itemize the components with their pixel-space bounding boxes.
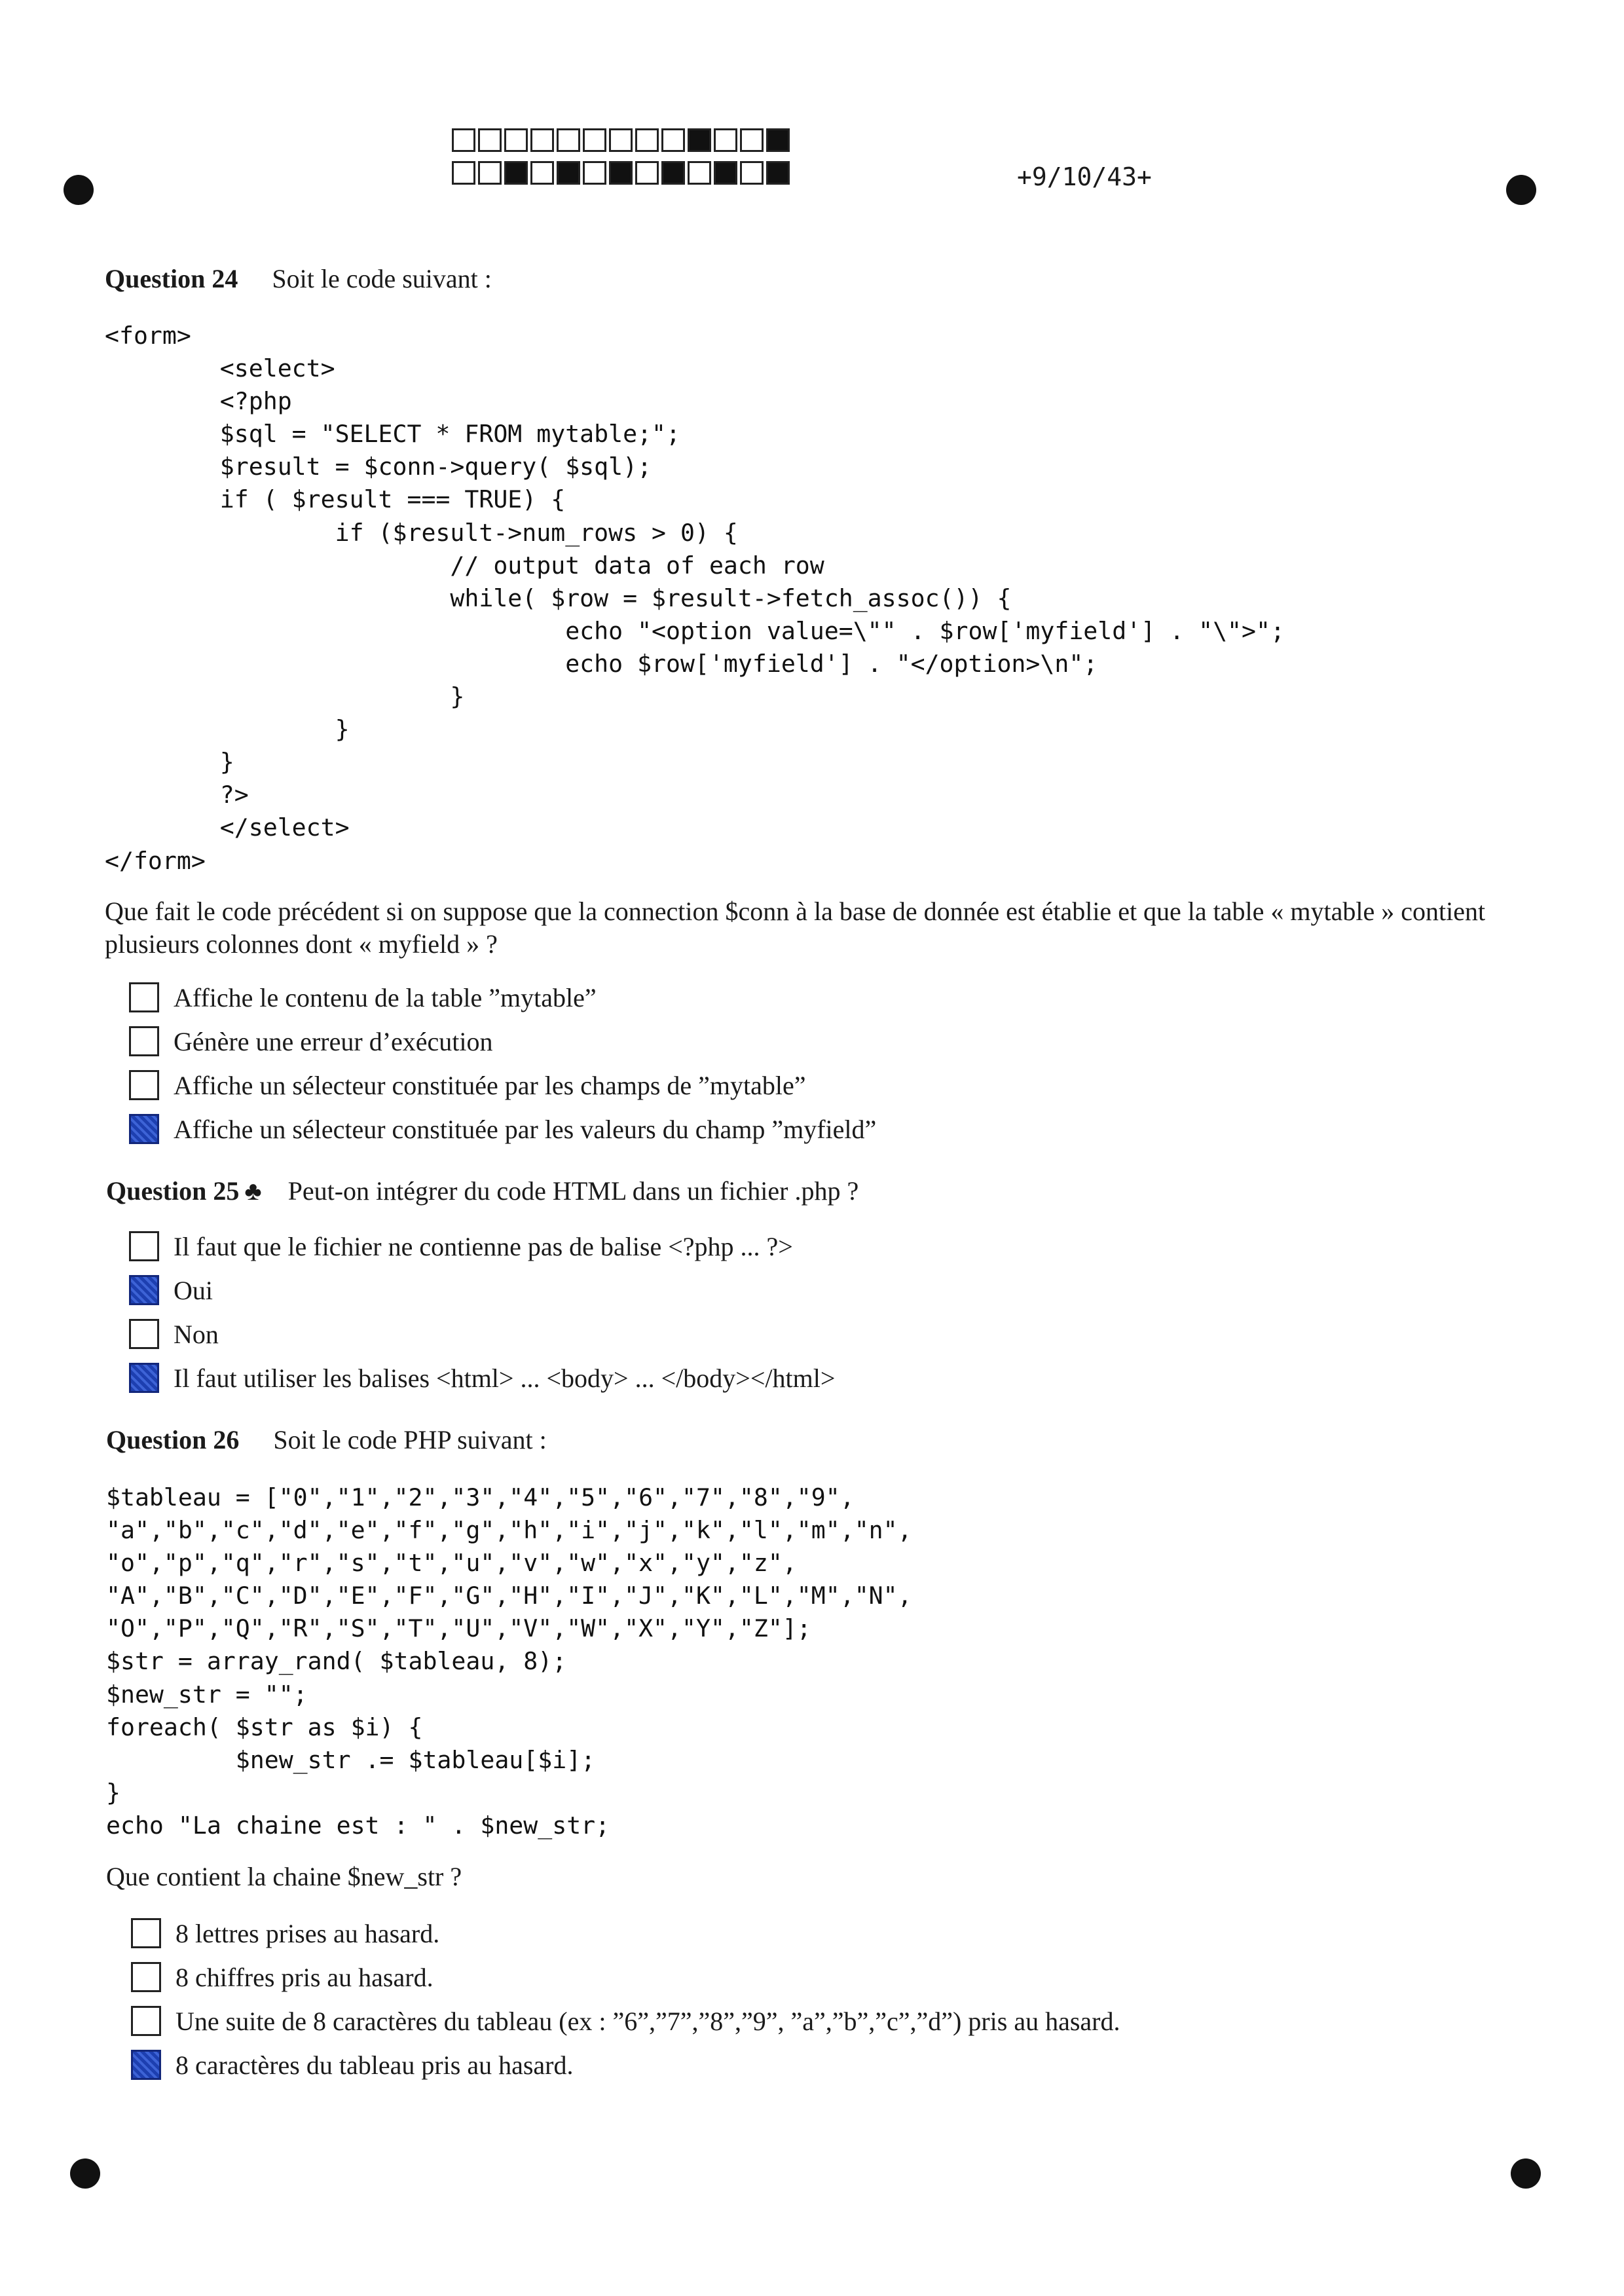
barcode-cell xyxy=(635,128,659,152)
code-line: $result = $conn->query( $sql); xyxy=(105,453,652,481)
answer-label: Génère une erreur d’exécution xyxy=(174,1026,493,1056)
club-icon: ♣ xyxy=(244,1176,262,1206)
answer-option[interactable] xyxy=(129,1024,493,1058)
checked-checkbox[interactable] xyxy=(131,2050,161,2080)
question-title: Peut-on intégrer du code HTML dans un fichier .php ? xyxy=(287,1176,859,1206)
question-number: Question 24 xyxy=(105,264,238,293)
answer-label: 8 chiffres pris au hasard. xyxy=(175,1962,434,1992)
code-line: $new_str .= $tableau[$i]; xyxy=(106,1745,596,1774)
checkbox[interactable] xyxy=(131,2006,161,2036)
checked-checkbox[interactable] xyxy=(129,1363,159,1393)
barcode-cell xyxy=(766,128,790,152)
barcode-cell xyxy=(609,161,633,185)
checkbox[interactable] xyxy=(131,1962,161,1992)
checked-checkbox[interactable] xyxy=(129,1114,159,1144)
barcode-cell xyxy=(504,161,528,185)
code-line: </form> xyxy=(105,846,206,875)
barcode-cell xyxy=(661,128,685,152)
answer-option[interactable] xyxy=(129,980,597,1014)
code-line: ?> xyxy=(105,781,249,809)
checked-checkbox[interactable] xyxy=(129,1275,159,1305)
registration-mark-top-right xyxy=(1506,175,1536,205)
barcode-cell xyxy=(530,128,554,152)
code-line: echo "La chaine est : " . $new_str; xyxy=(106,1811,610,1840)
code-line: $str = array_rand( $tableau, 8); xyxy=(106,1647,567,1676)
code-line: while( $row = $result->fetch_assoc()) { xyxy=(105,583,1012,612)
code-line: echo $row['myfield'] . "</option>\n"; xyxy=(105,649,1098,678)
barcode-cell xyxy=(530,161,554,185)
code-line: "O","P","Q","R","S","T","U","V","W","X","Y","Z"]; xyxy=(106,1614,811,1643)
answer-option[interactable] xyxy=(131,1960,434,1994)
code-line: "a","b","c","d","e","f","g","h","i","j","k","l","m","n", xyxy=(106,1516,912,1545)
question-number: Question 26 xyxy=(106,1425,240,1454)
barcode-cell xyxy=(740,161,764,185)
question-24-text: Que fait le code précédent si on suppose que la connection $conn à la base de donnée est établie et que la table « mytable » contient plusieurs colonnes dont « myfield » ? xyxy=(105,897,1486,959)
code-line: if ($result->num_rows > 0) { xyxy=(105,518,738,547)
question-number: Question 25 xyxy=(106,1176,240,1206)
registration-mark-bottom-right xyxy=(1511,2158,1541,2189)
answer-label: Une suite de 8 caractères du tableau (ex : ”6”,”7”,”8”,”9”, ”a”,”b”,”c”,”d”) pris au hasard. xyxy=(175,2006,1120,2036)
checkbox[interactable] xyxy=(129,1231,159,1261)
code-line: } xyxy=(105,715,350,744)
answer-label: Affiche un sélecteur constituée par les champs de ”mytable” xyxy=(174,1070,806,1100)
barcode-cell xyxy=(714,161,737,185)
barcode-cell xyxy=(714,128,737,152)
code-block-q24 xyxy=(105,320,1285,878)
answer-label: Il faut utiliser les balises <html> ... <body> ... </body></html> xyxy=(174,1363,836,1393)
barcode-cell xyxy=(740,128,764,152)
barcode-bottom-row xyxy=(452,161,792,185)
code-line: } xyxy=(105,682,465,711)
barcode-cell xyxy=(688,161,711,185)
answer-label: Affiche le contenu de la table ”mytable” xyxy=(174,982,597,1012)
checkbox[interactable] xyxy=(129,1070,159,1100)
answer-option[interactable] xyxy=(129,1317,219,1351)
answer-label: 8 lettres prises au hasard. xyxy=(175,1918,440,1948)
code-line: } xyxy=(106,1778,120,1807)
checkbox[interactable] xyxy=(131,1918,161,1948)
code-line: $tableau = ["0","1","2","3","4","5","6","7","8","9", xyxy=(106,1483,855,1511)
code-line: </select> xyxy=(105,813,350,842)
answer-option[interactable] xyxy=(129,1112,876,1146)
barcode-cell xyxy=(452,161,475,185)
barcode-cell xyxy=(609,128,633,152)
code-line: } xyxy=(105,748,234,777)
barcode-cell xyxy=(557,128,580,152)
barcode-cell xyxy=(478,128,502,152)
checkbox[interactable] xyxy=(129,1026,159,1056)
code-block-q26 xyxy=(106,1481,912,1842)
barcode-cell xyxy=(583,161,606,185)
question-24-heading xyxy=(105,263,492,294)
question-title: Soit le code suivant : xyxy=(272,264,492,293)
checkbox[interactable] xyxy=(129,1319,159,1349)
barcode-cell xyxy=(504,128,528,152)
code-line: $new_str = ""; xyxy=(106,1680,308,1709)
answer-option[interactable] xyxy=(131,1916,439,1950)
code-line: <?php xyxy=(105,387,292,416)
question-26-text: Que contient la chaine $new_str ? xyxy=(106,1862,462,1891)
code-line: foreach( $str as $i) { xyxy=(106,1713,423,1741)
answer-option[interactable] xyxy=(129,1229,793,1263)
code-line: <form> xyxy=(105,322,191,350)
answer-option[interactable] xyxy=(131,2048,573,2082)
code-line: // output data of each row xyxy=(105,551,824,580)
question-26-heading xyxy=(106,1424,547,1455)
barcode-cell xyxy=(557,161,580,185)
answer-label: Oui xyxy=(174,1275,213,1305)
code-line: <select> xyxy=(105,354,335,383)
barcode-cell xyxy=(635,161,659,185)
barcode-top-row xyxy=(452,128,792,152)
answer-option[interactable] xyxy=(131,2004,1120,2038)
code-line: $sql = "SELECT * FROM mytable;"; xyxy=(105,420,680,449)
barcode-cell xyxy=(688,128,711,152)
code-line: echo "<option value=\"" . $row['myfield'] . "\">"; xyxy=(105,616,1285,645)
code-line: "A","B","C","D","E","F","G","H","I","J","K","L","M","N", xyxy=(106,1582,912,1610)
answer-option[interactable] xyxy=(129,1361,835,1395)
page-id: +9/10/43+ xyxy=(1017,162,1152,191)
barcode-cell xyxy=(478,161,502,185)
barcode-cell xyxy=(661,161,685,185)
barcode-cell xyxy=(766,161,790,185)
answer-option[interactable] xyxy=(129,1068,806,1102)
answer-label: Il faut que le fichier ne contienne pas de balise <?php ... ?> xyxy=(174,1231,793,1261)
question-25-heading xyxy=(106,1176,858,1206)
code-line: "o","p","q","r","s","t","u","v","w","x","y","z", xyxy=(106,1549,797,1578)
checkbox[interactable] xyxy=(129,982,159,1012)
barcode-cell xyxy=(583,128,606,152)
registration-mark-bottom-left xyxy=(70,2158,100,2189)
code-line: if ( $result === TRUE) { xyxy=(105,485,566,514)
answer-option[interactable] xyxy=(129,1273,213,1307)
question-title: Soit le code PHP suivant : xyxy=(273,1425,547,1454)
answer-label: Non xyxy=(174,1319,219,1349)
answer-label: 8 caractères du tableau pris au hasard. xyxy=(175,2050,574,2080)
answer-label: Affiche un sélecteur constituée par les valeurs du champ ”myfield” xyxy=(174,1114,877,1144)
registration-mark-top-left xyxy=(64,175,94,205)
barcode-cell xyxy=(452,128,475,152)
